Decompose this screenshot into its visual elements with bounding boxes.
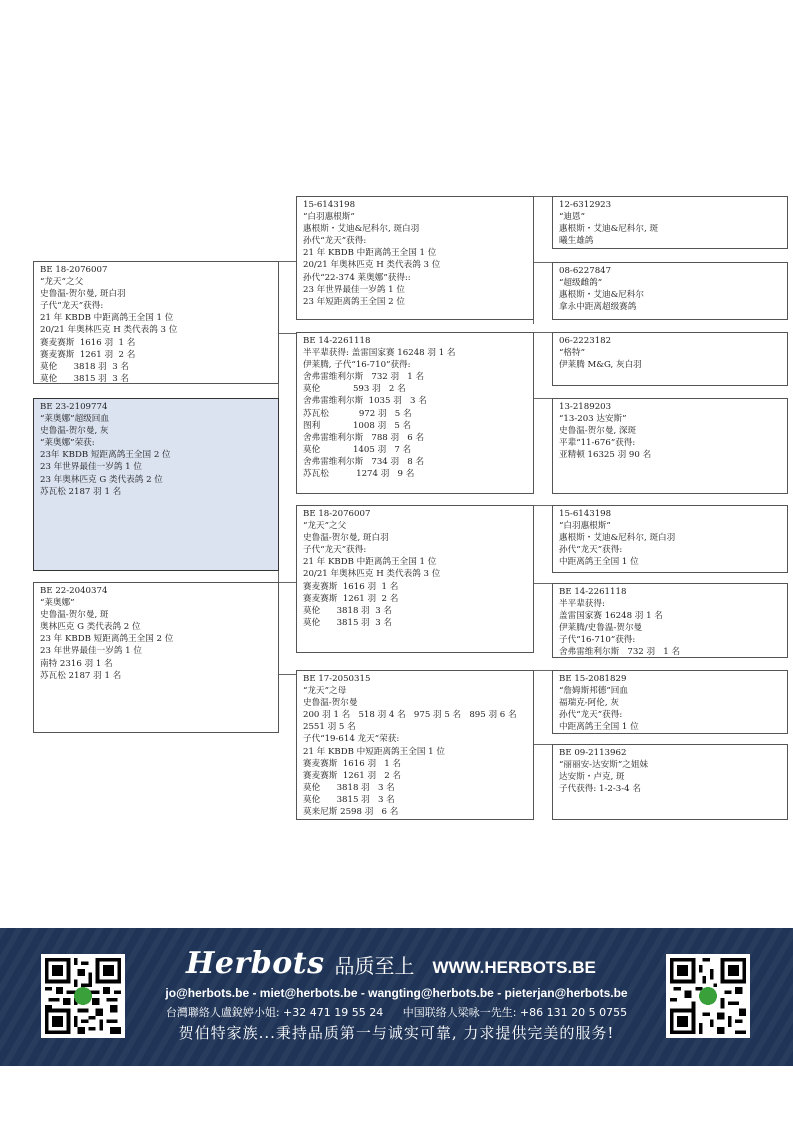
pedigree-line: 赛麦赛斯 1616 羽 1 名 [303, 758, 402, 769]
connector [533, 670, 552, 671]
pedigree-line: 史鲁温-贺尔曼 [303, 698, 358, 709]
connector [533, 262, 552, 263]
pedigree-line: 图利 1008 羽 5 名 [303, 420, 412, 431]
ring-number: 15-6143198 [303, 200, 356, 210]
pedigree-line: 莫伦 3818 羽 3 名 [40, 361, 130, 372]
ring-number: BE 17-2050315 [303, 674, 371, 684]
pedigree-line: 福瑞克-阿伦, 灰 [559, 698, 619, 709]
pedigree-line: 曦生雄鸽 [559, 236, 594, 247]
ring-number: 13-2189203 [559, 402, 612, 412]
herbots-logo: Herbots [186, 946, 325, 981]
ring-number: BE 09-2113962 [559, 748, 627, 758]
pedigree-line: 舍弗雷维利尔斯 732 羽 1 名 [559, 647, 681, 658]
pedigree-line: 子代“龙天”获得: [40, 301, 104, 312]
pedigree-line: “丽丽安-达安斯”之姐妹 [559, 760, 649, 771]
brand-slogan: 品质至上 [334, 954, 415, 978]
pedigree-line: 20/21 年奥林匹克 H 类代表鸽 3 位 [303, 569, 441, 580]
dam-sire-dam-card [552, 583, 788, 658]
pedigree-line: “詹姆斯邦德”回血 [559, 686, 628, 697]
connector [278, 261, 296, 262]
pedigree-line: 莫来尼斯 2598 羽 6 名 [303, 807, 399, 818]
pedigree-line: 23 年奥林匹克 G 类代表鸽 2 位 [40, 474, 163, 485]
pedigree-line: 莫伦 3815 羽 3 名 [40, 373, 130, 384]
ring-number: BE 15-2081829 [559, 674, 627, 684]
pedigree-line: “龙天”之母 [303, 686, 347, 697]
connector [533, 583, 552, 584]
pedigree-line: 21 年 KBDB 中距离鸽王全国 1 位 [303, 557, 437, 568]
connector [533, 744, 552, 745]
sire-card [33, 261, 279, 384]
pedigree-line: 莫伦 3815 羽 3 名 [303, 617, 393, 628]
pedigree-line: 莫伦 3818 羽 3 名 [303, 605, 393, 616]
pedigree-line: 南特 2316 羽 1 名 [40, 658, 113, 669]
pedigree-line: 半平辈获得: [559, 599, 605, 610]
dam-sire-card [296, 505, 534, 653]
pedigree-line: 苏瓦松 2187 羽 1 名 [40, 486, 122, 497]
ring-number: BE 18-2076007 [303, 509, 371, 519]
pedigree-line: 孙代“龙天”获得: [559, 710, 623, 721]
website-link[interactable]: WWW.HERBOTS.BE [432, 958, 596, 977]
brand-header [186, 946, 596, 980]
pedigree-line: 平辈“11-676”获得: [559, 438, 636, 449]
ring-number: BE 18-2076007 [40, 265, 108, 275]
pedigree-line: “超级雌鸽” [559, 278, 603, 289]
pedigree-line: 伊莱腾, 子代“16-710”获得: [303, 360, 411, 371]
connector [533, 398, 552, 399]
pedigree-line: 拿永中距离超级赛鸽 [559, 302, 637, 313]
ring-number: 06-2223182 [559, 336, 612, 346]
pedigree-line: 惠根斯・艾迪&尼科尔 [559, 290, 644, 301]
pedigree-line: 盖雷国家赛 16248 羽 1 名 [559, 611, 663, 622]
dam-dam-sire-card [552, 670, 788, 734]
pedigree-line: 中距离鸽王全国 1 位 [559, 557, 639, 568]
pedigree-line: “莱奥娜”荣获: [40, 438, 95, 449]
connector [278, 333, 296, 334]
dam-sire-sire-card [552, 505, 788, 573]
connector [533, 196, 552, 197]
connector [533, 505, 552, 506]
sire-sire-card [296, 196, 534, 320]
ring-number: BE 23-2109774 [40, 402, 108, 412]
dam-dam-card [296, 670, 534, 820]
pedigree-line: 史鲁温-贺尔曼, 斑白羽 [303, 533, 389, 544]
pedigree-line: 莫伦 1405 羽 7 名 [303, 444, 412, 455]
ring-number: BE 22-2040374 [40, 586, 108, 596]
pedigree-line: 史鲁温-贺尔曼, 深斑 [559, 426, 637, 437]
pedigree-line: 子代“16-710”获得: [559, 635, 636, 646]
footer-banner [0, 928, 793, 1066]
pedigree-line: “白羽惠根斯” [559, 521, 611, 532]
pedigree-line: 史鲁温-贺尔曼, 斑白羽 [40, 289, 126, 300]
pedigree-line: 子代“19-614 龙天”荣获: [303, 734, 400, 745]
pedigree-line: 23 年短距离鸽王全国 2 位 [303, 296, 405, 307]
ring-number: BE 14-2261118 [303, 336, 371, 346]
contact-china: 中国联络人梁咏一先生: +86 131 20 5 0755 [402, 1006, 628, 1019]
sire-sire-dam-card [552, 262, 788, 320]
phone-contacts [0, 1004, 793, 1020]
pedigree-line: 子代获得: 1-2-3-4 名 [559, 784, 641, 795]
dam-dam-dam-card [552, 744, 788, 820]
pedigree-line: 2551 羽 5 名 [303, 722, 356, 733]
pedigree-line: 达安斯・卢克, 斑 [559, 772, 625, 783]
pedigree-line: 苏瓦松 1274 羽 9 名 [303, 469, 415, 480]
pedigree-line: “13-203 达安斯” [559, 414, 627, 425]
sire-dam-dam-card [552, 398, 788, 494]
pedigree-line: 伊莱腾 M&G, 灰白羽 [559, 360, 642, 371]
pedigree-line: 舍弗雷维利尔斯 732 羽 1 名 [303, 372, 425, 383]
pedigree-line: 赛麦赛斯 1261 羽 2 名 [303, 593, 399, 604]
pedigree-line: 莫伦 593 羽 2 名 [303, 384, 406, 395]
pedigree-line: 苏瓦松 972 羽 5 名 [303, 408, 412, 419]
dam-card [33, 582, 279, 733]
pedigree-line: 中距离鸽王全国 1 位 [559, 722, 639, 733]
pedigree-line: 舍弗雷维利尔斯 1035 羽 3 名 [303, 396, 427, 407]
pedigree-line: “迪恩” [559, 212, 585, 223]
sire-dam-sire-card [552, 332, 788, 386]
ring-number: 08-6227847 [559, 266, 612, 276]
pedigree-line: 半平辈获得: 盖雷国家赛 16248 羽 1 名 [303, 348, 456, 359]
pedigree-line: 惠根斯・艾迪&尼科尔, 斑白羽 [303, 224, 420, 235]
pedigree-line: 奥林匹克 G 类代表鸽 2 位 [40, 622, 141, 633]
pedigree-line: “格特” [559, 348, 585, 359]
subject-card [33, 398, 279, 571]
pedigree-line: 23 年世界最佳一岁鸽 1 位 [40, 646, 142, 657]
pedigree-line: 子代“龙天”获得: [303, 545, 367, 556]
pedigree-line: 赛麦赛斯 1616 羽 1 名 [40, 337, 136, 348]
pedigree-line: 苏瓦松 2187 羽 1 名 [40, 670, 122, 681]
pedigree-line: 20/21 年奥林匹克 H 类代表鸽 3 位 [40, 325, 178, 336]
pedigree-line: 21 年 KBDB 中距离鸽王全国 1 位 [40, 313, 174, 324]
connector [278, 674, 296, 675]
pedigree-line: 23年 KBDB 短距离鸽王全国 2 位 [40, 450, 171, 461]
pedigree-line: 孙代“龙天”获得: [559, 545, 623, 556]
connector [278, 582, 296, 583]
pedigree-line: 23 年 KBDB 短距离鸽王全国 2 位 [40, 634, 174, 645]
ring-number: 15-6143198 [559, 509, 612, 519]
pedigree-line: 惠根斯・艾迪&尼科尔, 斑白羽 [559, 533, 676, 544]
pedigree-line: 21 年 KBDB 中距离鸽王全国 1 位 [303, 248, 437, 259]
sire-dam-card [296, 332, 534, 494]
pedigree-line: “龙天”之父 [303, 521, 347, 532]
pedigree-line: “莱奥娜” [40, 598, 75, 609]
pedigree-line: 舍弗雷维利尔斯 788 羽 6 名 [303, 432, 425, 443]
pedigree-line: “龙天”之父 [40, 277, 84, 288]
pedigree-line: 孙代“22-374 莱奥娜”获得:: [303, 272, 411, 283]
pedigree-line: 23 年世界最佳一岁鸽 1 位 [303, 284, 405, 295]
company-motto: 贺伯特家族...秉持品质第一与诚实可靠, 力求提供完美的服务! [178, 1024, 615, 1042]
pedigree-line: 莫伦 3818 羽 3 名 [303, 782, 395, 793]
pedigree-line: 史鲁温-贺尔曼, 灰 [40, 426, 109, 437]
pedigree-line: 舍弗雷维利尔斯 734 羽 8 名 [303, 456, 425, 467]
pedigree-line: 20/21 年奥林匹克 H 类代表鸽 3 位 [303, 260, 441, 271]
connector [533, 332, 552, 333]
pedigree-line: 赛麦赛斯 1261 羽 2 名 [303, 770, 402, 781]
pedigree-line: 23 年世界最佳一岁鸽 1 位 [40, 462, 142, 473]
email-contacts[interactable]: jo@herbots.be - miet@herbots.be - wangting@herbots.be - pieterjan@herbots.be [165, 986, 628, 1000]
pedigree-line: 伊莱腾/史鲁温-贺尔曼 [559, 623, 643, 634]
sire-sire-sire-card [552, 196, 788, 249]
pedigree-line: “白羽惠根斯” [303, 212, 355, 223]
ring-number: BE 14-2261118 [559, 587, 627, 597]
pedigree-line: 惠根斯・艾迪&尼科尔, 斑 [559, 224, 659, 235]
pedigree-line: 200 羽 1 名 518 羽 4 名 975 羽 5 名 895 羽 6 名 [303, 710, 517, 721]
ring-number: 12-6312923 [559, 200, 612, 210]
pedigree-line: 21 年 KBDB 中短距离鸽王全国 1 位 [303, 746, 445, 757]
pedigree-line: 史鲁温-贺尔曼, 斑 [40, 610, 109, 621]
pedigree-line: 莫伦 3815 羽 3 名 [303, 794, 395, 805]
pedigree-line: 孙代“龙天”获得: [303, 236, 367, 247]
pedigree-line: 赛麦赛斯 1616 羽 1 名 [303, 581, 399, 592]
contact-taiwan: 台灣聯絡人盧銳婷小姐: +32 471 19 55 24 [165, 1006, 384, 1019]
pedigree-line: “莱奥娜”超级回血 [40, 414, 109, 425]
pedigree-line: 亚精顿 16325 羽 90 名 [559, 450, 652, 461]
pedigree-line: 赛麦赛斯 1261 羽 2 名 [40, 349, 136, 360]
